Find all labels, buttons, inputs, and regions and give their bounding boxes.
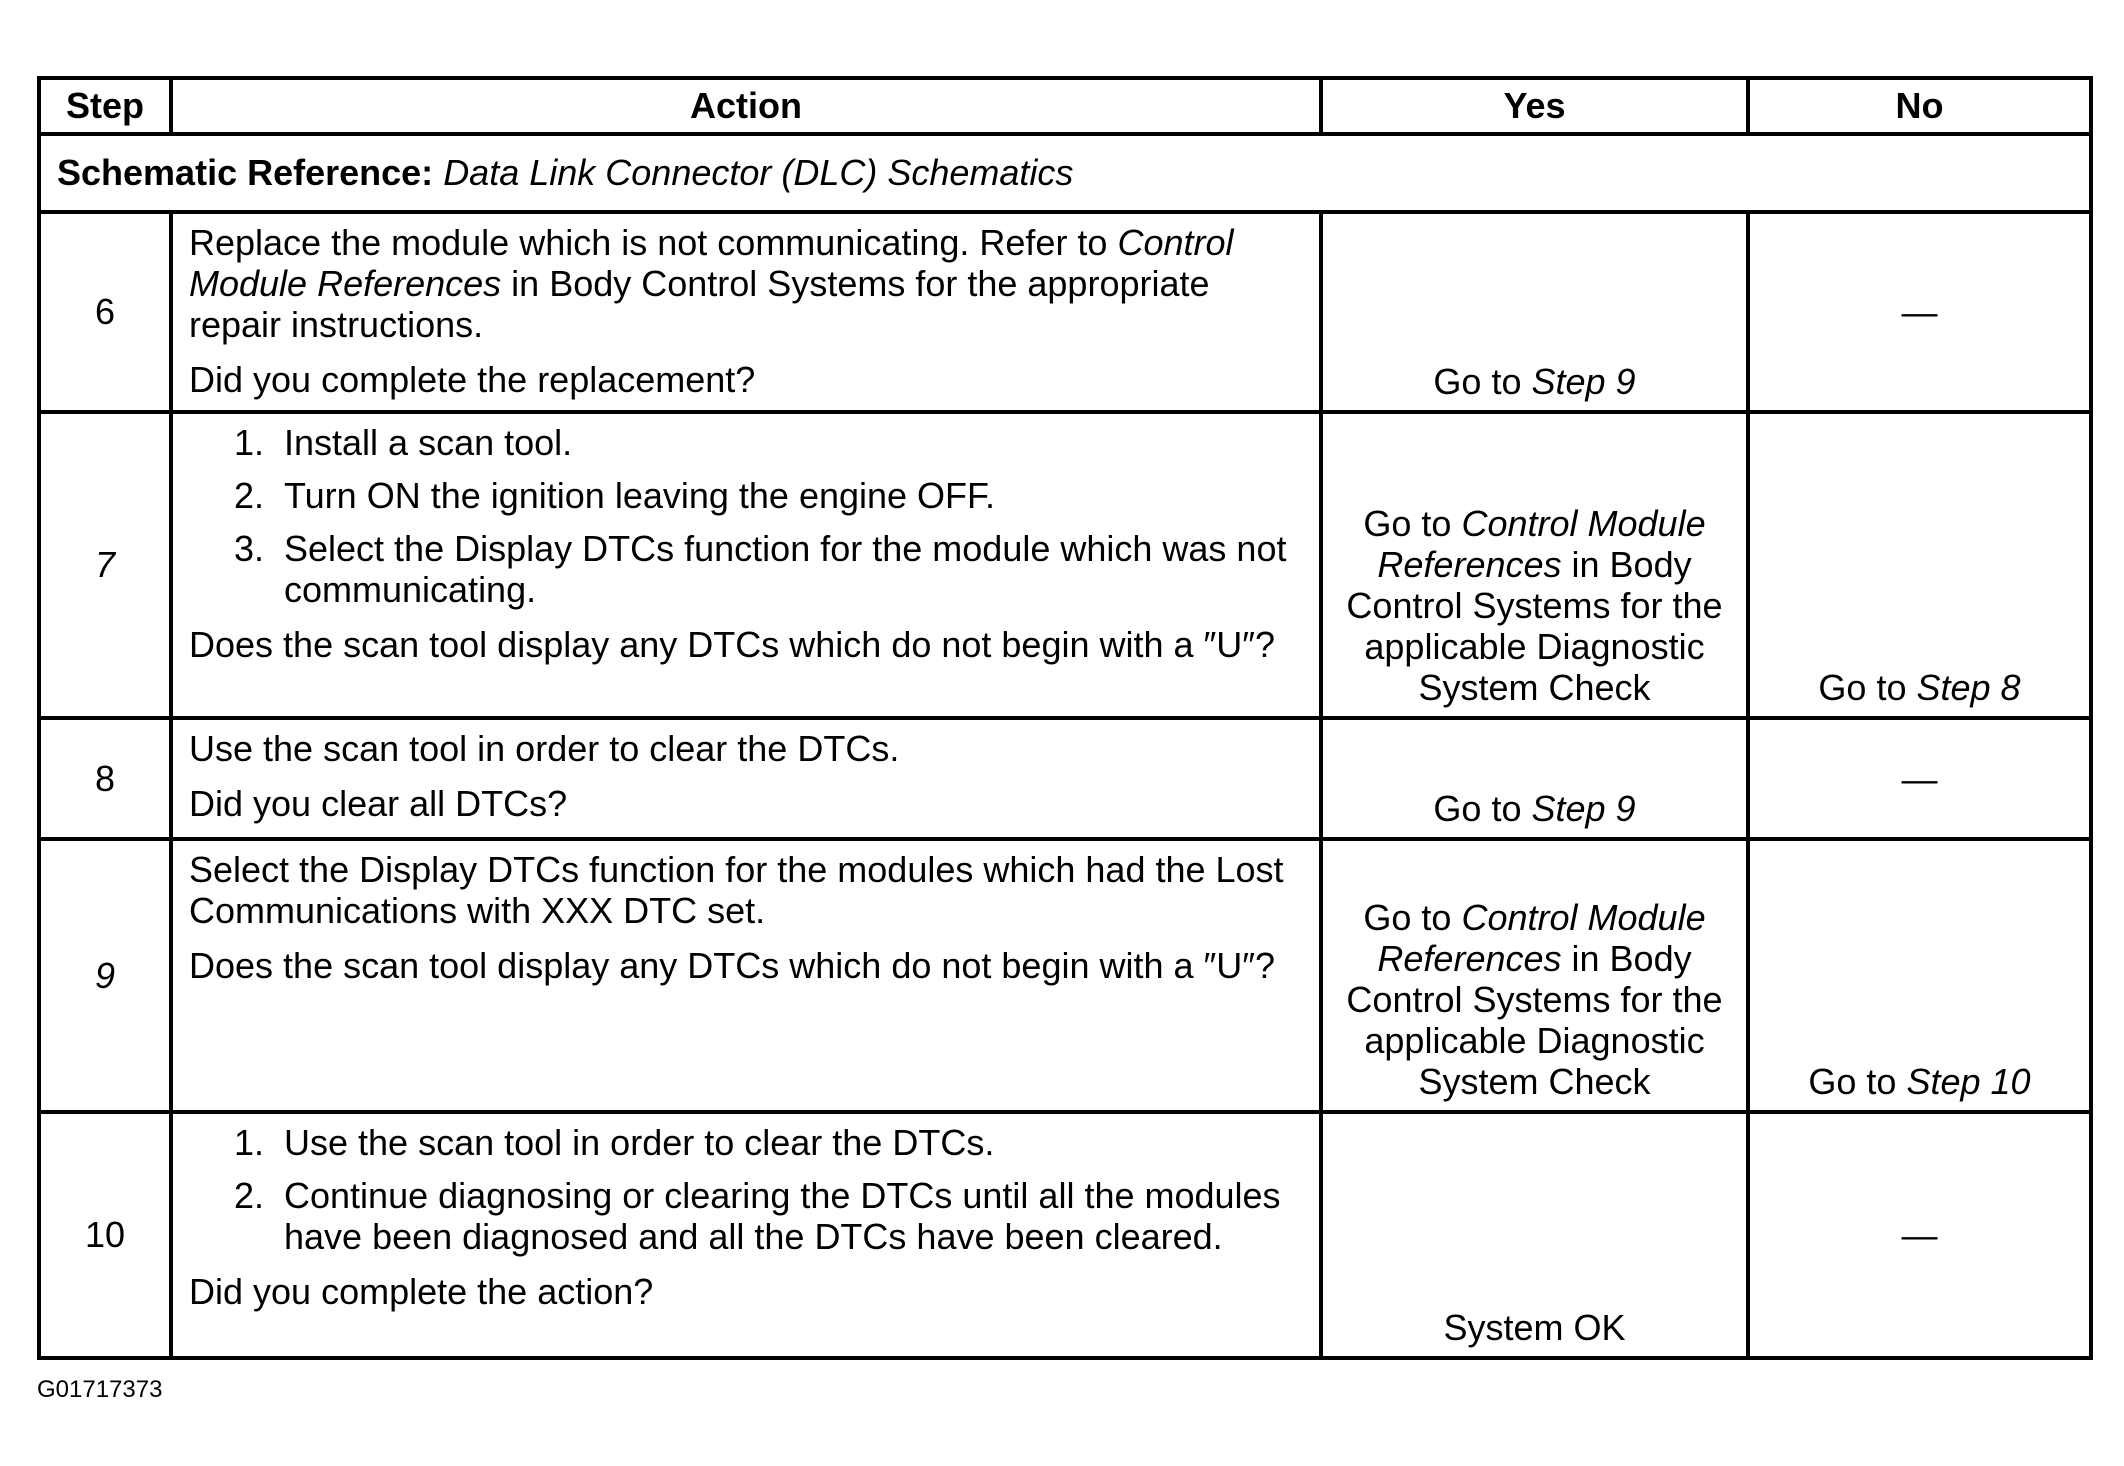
header-action: Action bbox=[171, 78, 1321, 134]
no-result: — bbox=[1901, 758, 1938, 799]
yes-reference-link[interactable]: Control Module References bbox=[1377, 897, 1706, 979]
no-cell bbox=[1748, 839, 2091, 1112]
step-number: 9 bbox=[39, 839, 171, 1112]
yes-result: Go to Control Module References in Body Control Systems for the applicable Diagnostic System Check bbox=[1346, 503, 1723, 708]
no-result: Go to Step 8 bbox=[1818, 667, 2021, 708]
schematic-reference bbox=[39, 134, 2091, 212]
header-no: No bbox=[1748, 78, 2091, 134]
action-step-list bbox=[189, 422, 1303, 610]
no-cell bbox=[1748, 412, 2091, 718]
action-text: Select the Display DTCs function for the modules which had the Lost Communications with XXX DTC set. bbox=[189, 849, 1284, 931]
step-number: 10 bbox=[39, 1112, 171, 1358]
action-step-item: 1. Use the scan tool in order to clear the DTCs. bbox=[274, 1122, 1303, 1163]
action-question: Did you complete the replacement? bbox=[189, 359, 756, 400]
no-step-link[interactable]: Step 8 bbox=[1916, 667, 2021, 708]
action-question: Does the scan tool display any DTCs which do not begin with a ″U″? bbox=[189, 945, 1276, 986]
no-result: — bbox=[1901, 1214, 1938, 1256]
schematic-reference-label: Schematic Reference: bbox=[57, 152, 434, 193]
yes-cell bbox=[1321, 718, 1748, 839]
action-step-item: 2. Continue diagnosing or clearing the DTCs until all the modules have been diagnosed and all the DTCs have been cleared. bbox=[274, 1175, 1303, 1257]
table-row bbox=[39, 839, 2091, 1112]
action-step-item: 1. Install a scan tool. bbox=[274, 422, 1303, 463]
table-row bbox=[39, 1112, 2091, 1358]
yes-step-link[interactable]: Step 9 bbox=[1531, 361, 1636, 402]
yes-result: Go to Step 9 bbox=[1433, 361, 1636, 402]
action-cell bbox=[171, 212, 1321, 412]
header-step: Step bbox=[39, 78, 171, 134]
action-reference-link[interactable]: Control Module References bbox=[189, 222, 1234, 304]
yes-cell bbox=[1321, 212, 1748, 412]
no-cell bbox=[1748, 718, 2091, 839]
step-number: 8 bbox=[39, 718, 171, 839]
yes-result: System OK bbox=[1443, 1307, 1626, 1348]
step-number: 7 bbox=[39, 412, 171, 718]
yes-reference-link[interactable]: Control Module References bbox=[1377, 503, 1706, 585]
action-question: Did you clear all DTCs? bbox=[189, 783, 568, 824]
yes-cell bbox=[1321, 412, 1748, 718]
action-cell bbox=[171, 718, 1321, 839]
no-cell bbox=[1748, 212, 2091, 412]
header-row bbox=[39, 78, 2091, 134]
diagnostic-table bbox=[37, 76, 2093, 1360]
action-cell bbox=[171, 412, 1321, 718]
action-step-list bbox=[189, 1122, 1303, 1257]
action-step-item: 3. Select the Display DTCs function for the module which was not communicating. bbox=[274, 528, 1303, 610]
header-yes: Yes bbox=[1321, 78, 1748, 134]
table-row bbox=[39, 718, 2091, 839]
yes-cell bbox=[1321, 1112, 1748, 1358]
step-number: 6 bbox=[39, 212, 171, 412]
yes-result: Go to Control Module References in Body Control Systems for the applicable Diagnostic System Check bbox=[1346, 897, 1723, 1102]
action-step-item: 2. Turn ON the ignition leaving the engine OFF. bbox=[274, 475, 1303, 516]
no-cell bbox=[1748, 1112, 2091, 1358]
schematic-reference-link[interactable]: Data Link Connector (DLC) Schematics bbox=[443, 152, 1074, 193]
action-text: Use the scan tool in order to clear the DTCs. bbox=[189, 728, 900, 769]
yes-result: Go to Step 9 bbox=[1433, 788, 1636, 829]
yes-step-link[interactable]: Step 9 bbox=[1531, 788, 1636, 829]
schematic-reference-row bbox=[39, 134, 2091, 212]
action-cell bbox=[171, 1112, 1321, 1358]
figure-id-caption: G01717373 bbox=[37, 1376, 163, 1403]
action-cell bbox=[171, 839, 1321, 1112]
table-row bbox=[39, 412, 2091, 718]
table-row bbox=[39, 212, 2091, 412]
action-question: Did you complete the action? bbox=[189, 1271, 654, 1312]
no-step-link[interactable]: Step 10 bbox=[1906, 1061, 2031, 1102]
no-result: Go to Step 10 bbox=[1808, 1061, 2031, 1102]
yes-cell bbox=[1321, 839, 1748, 1112]
action-text: Replace the module which is not communicating. Refer to Control Module References in Body Control Systems for the appropriate repair instructions. bbox=[189, 222, 1234, 345]
action-question: Does the scan tool display any DTCs which do not begin with a ″U″? bbox=[189, 624, 1276, 665]
no-result: — bbox=[1901, 291, 1938, 333]
